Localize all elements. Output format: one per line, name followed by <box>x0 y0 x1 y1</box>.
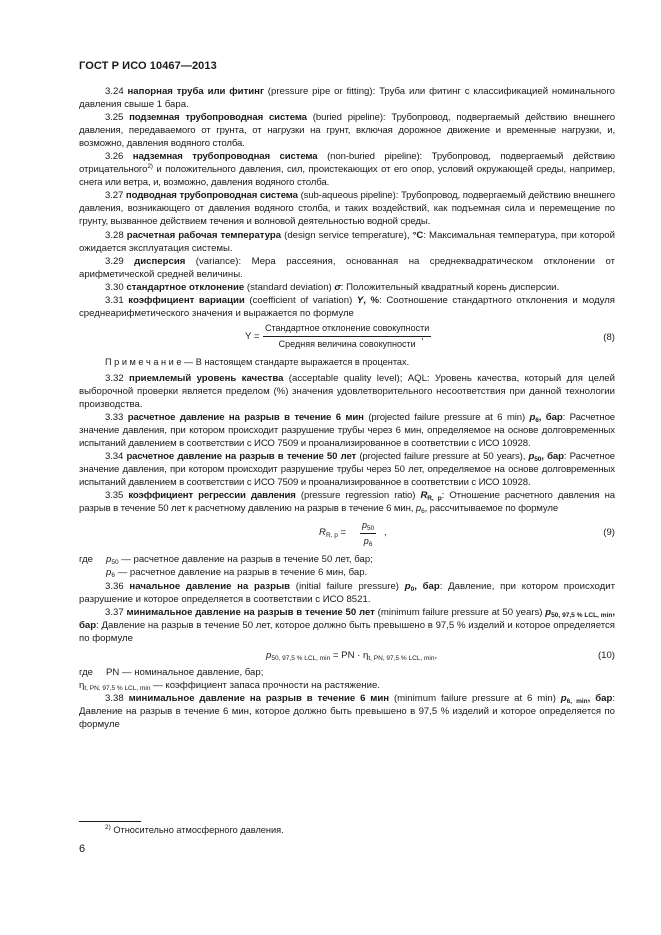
symbol: p <box>106 554 112 566</box>
clause-3-38 <box>79 692 615 731</box>
formula-tail: , <box>421 330 424 342</box>
symbol-subscript: 50 <box>534 456 542 464</box>
definition: (design service temperature), <box>281 229 413 241</box>
equals: = <box>337 527 347 539</box>
symbol-subscript: 6 <box>111 572 115 580</box>
fraction-denominator: Средняя величина совокупности <box>278 338 416 349</box>
term: расчетная рабочая температура <box>126 229 282 241</box>
term: минимальное давление на разрыв в течение 6 мин <box>128 692 390 704</box>
term: дисперсия <box>134 255 186 267</box>
symbol: σ <box>334 281 341 293</box>
definition-cont: : Давление на разрыв в течение 6 мин, которое должно быть превышено в 97,5 % изделий и которое определяется по формуле <box>79 692 615 730</box>
formula-fraction <box>360 519 376 548</box>
unit: , бар <box>587 692 613 704</box>
where-text: — расчетное давление на разрыв в течение 6 мин, бар. <box>114 567 368 579</box>
definition: (pressure pipe or fitting): Труба или фитинг с классификацией номинального давления свыше 1 бара. <box>79 86 615 111</box>
definition-cont: : Расчетное значение давления, при котором происходит разрушение трубы через 6 мин, определяемое на основе долговременных испытаний давлением в соответствии с ИСО 7509 и проанализированное в соответствии с ИСО 10928. <box>79 412 616 450</box>
symbol-subscript: t, PN, 97,5 % LCL, min <box>84 684 151 692</box>
clause-number: 3.30 <box>105 281 124 293</box>
definition-cont: : Отношение расчетного давления на разрыв в течение 50 лет к расчетному давлению на разрыв в течение 6 мин, <box>79 490 616 515</box>
clause-3-25 <box>79 111 615 150</box>
note-text: — В настоящем стандарте выражается в процентах. <box>181 356 410 367</box>
clause-3-28 <box>79 229 615 255</box>
clause-number: 3.29 <box>105 255 124 267</box>
definition-cont: : Давление, при котором происходит разрушение и которое определяется в соответствии с ИСО 8521. <box>79 580 615 605</box>
symbol: R <box>420 490 428 502</box>
symbol: p <box>415 503 422 515</box>
term: начальное давление на разрыв <box>129 580 291 592</box>
symbol: p <box>266 649 272 661</box>
term: стандартное отклонение <box>126 281 245 293</box>
clause-3-26 <box>79 150 615 189</box>
definition: (initial failure pressure) <box>290 580 405 592</box>
clause-number: 3.34 <box>105 451 124 463</box>
symbol: η <box>79 679 85 691</box>
definition-cont: : Соотношение стандартного отклонения и модуля среднеарифметического значения и выражается по формуле <box>79 294 615 319</box>
where-label: где <box>79 554 94 566</box>
definition: (acceptable quality level); AQL: Уровень качества, который для целей выборочной проверки является пределом (%) значения удовлетворительного несоответствия при данной технологии производства. <box>79 372 615 410</box>
symbol-subscript: 6 <box>368 541 373 549</box>
where-row-4 <box>79 679 615 692</box>
formula-lhs <box>319 526 346 539</box>
where-row-1 <box>79 553 615 566</box>
symbol-subscript: 50, 97,5 % LCL, min <box>271 654 331 662</box>
clause-number: 3.33 <box>105 412 124 424</box>
clause-number: 3.32 <box>105 372 124 384</box>
symbol: p <box>362 520 368 531</box>
formula-tail: , <box>384 527 387 539</box>
formula-expression <box>266 649 437 662</box>
definition-cont: : Максимальная температура, при которой ожидается эксплуатация системы. <box>79 229 615 254</box>
symbol-subscript: 50, 97,5 % LCL, min <box>551 611 613 619</box>
formula-tail: , <box>434 649 438 661</box>
symbol: p <box>404 580 411 592</box>
clause-number: 3.37 <box>105 606 124 618</box>
symbol-subscript: 50 <box>111 559 119 567</box>
clause-3-36 <box>79 580 615 606</box>
where-text: PN — номинальное давление, бар; <box>106 666 264 678</box>
definition: (minimum failure pressure at 6 min) <box>389 692 561 704</box>
definition-cont: , рассчитываемое по формуле <box>424 503 559 515</box>
symbol-subscript: 6 <box>535 417 539 425</box>
unit: °C <box>412 229 424 241</box>
fraction-denominator <box>360 534 376 548</box>
clause-3-34 <box>79 450 615 489</box>
formula-number: (10) <box>597 649 615 661</box>
clause-number: 3.24 <box>105 86 124 97</box>
term: коэффициент вариации <box>128 294 245 306</box>
symbol: Y <box>356 294 364 306</box>
formula-rhs: = PN · η <box>330 649 369 661</box>
symbol: p <box>106 567 112 579</box>
symbol-subscript: R, p <box>427 495 442 503</box>
symbol: p <box>560 692 567 704</box>
clause-3-29 <box>79 255 615 281</box>
clause-number: 3.38 <box>105 692 124 704</box>
unit: , бар <box>538 412 563 424</box>
clause-3-37 <box>79 606 615 645</box>
symbol-subscript: 6, min <box>566 697 588 705</box>
definition-cont: : Положительный квадратный корень дисперсии. <box>340 281 560 293</box>
definition-cont: : Расчетное значение давления, при котором происходит разрушение трубы через 50 лет, определяемое на основе долговременных испытаний давлением в соответствии с ИСО 7509 и проанализированное в соответствии с ИСО 10928. <box>79 451 616 489</box>
footnote <box>105 825 284 835</box>
clause-number: 3.27 <box>105 190 124 202</box>
formula-8 <box>79 322 615 352</box>
note-label: П р и м е ч а н и е <box>105 356 182 367</box>
clause-number: 3.35 <box>105 490 124 502</box>
symbol-subscript: 50 <box>367 525 375 533</box>
clause-number: 3.28 <box>105 229 124 241</box>
where-text: — коэффициент запаса прочности на растяжение. <box>150 679 380 691</box>
definition: (projected failure pressure at 6 min) <box>363 412 530 424</box>
term: надземная трубопроводная система <box>132 151 318 163</box>
clause-number: 3.26 <box>105 151 124 163</box>
symbol-subscript: 0 <box>410 585 415 593</box>
symbol: R <box>319 527 326 539</box>
footnote-mark: 2) <box>105 824 111 831</box>
clause-number: 3.31 <box>105 294 124 306</box>
footnote-text: Относительно атмосферного давления. <box>110 825 284 835</box>
symbol-subscript: t, PN, 97,5 % LCL, min <box>368 654 435 662</box>
document-body <box>79 85 615 731</box>
term: расчетное давление на разрыв в течение 50 лет <box>126 451 357 463</box>
symbol-subscript: R, p <box>325 532 338 540</box>
unit: , бар <box>541 451 564 463</box>
formula-lhs: Y = <box>245 330 260 342</box>
symbol: p <box>528 451 535 463</box>
page-number: 6 <box>79 843 86 855</box>
definition: (projected failure pressure at 50 years), <box>356 451 529 463</box>
where-row-3 <box>79 666 615 679</box>
definition: (sub-aqueous pipeline): Трубопровод, подвергаемый действию внешнего давления, возникающего от давления водяного столба, и таких воздействий, как подъемная сила и перемещение по грунту, вызванное действием течения и волновой деятельностью водной среды. <box>79 190 616 228</box>
clause-number: 3.25 <box>105 112 124 124</box>
unit: , % <box>363 294 380 306</box>
symbol: p <box>363 536 369 547</box>
term: приемлемый уровень качества <box>129 372 284 384</box>
term: минимальное давление на разрыв в течение 50 лет <box>126 606 375 618</box>
definition: (buried pipeline): Трубопровод, подвергаемый действию внешнего давления, передаваемого от грунта, от нагрузки на грунт, включая дорожное движение и временные нагрузки, и, возможно, давления водяного столба. <box>79 112 616 150</box>
term: подземная трубопроводная система <box>129 112 307 124</box>
fraction-numerator <box>360 519 376 534</box>
where-label: где <box>79 666 94 678</box>
definition: (pressure regression ratio) <box>295 490 421 502</box>
clause-3-24 <box>79 85 615 111</box>
unit: , бар <box>79 606 616 631</box>
definition: (coefficient of variation) <box>244 294 357 306</box>
footnote-rule <box>79 821 141 822</box>
where-row-2 <box>106 566 615 579</box>
formula-number: (9) <box>603 527 615 539</box>
term: коэффициент регрессии давления <box>128 490 296 502</box>
where-text: — расчетное давление на разрыв в течение 50 лет, бар; <box>118 554 373 566</box>
definition: (standard deviation) <box>244 281 335 293</box>
formula-number: (8) <box>603 331 615 343</box>
definition: (minimum failure pressure at 50 years) <box>374 606 546 618</box>
symbol: p <box>529 412 536 424</box>
clause-3-31 <box>79 294 615 320</box>
definition-cont: : Давление на разрыв в течение 50 лет, которое должно быть превышено в 97,5 % изделий и которое определяется по формуле <box>79 619 615 644</box>
note <box>79 356 615 369</box>
definition: (variance): Мера рассеяния, основанная на среднеквадратическом отклонении от арифметической средней величины. <box>79 255 615 280</box>
formula-fraction <box>263 322 431 351</box>
clause-3-27 <box>79 189 615 228</box>
formula-10 <box>79 647 615 664</box>
document-header: ГОСТ Р ИСО 10467—2013 <box>79 60 217 72</box>
term: напорная труба или фитинг <box>127 86 264 97</box>
clause-3-33 <box>79 411 615 450</box>
fraction-numerator: Стандартное отклонение совокупности <box>263 322 431 337</box>
definition: (non-buried pipeline): Трубопровод, подвергаемый действию отрицательного <box>79 151 616 176</box>
clause-3-30 <box>79 281 615 294</box>
formula-9 <box>79 517 615 549</box>
unit: , бар <box>414 580 440 592</box>
definition-cont: и положительного давления, сил, проистекающих от его опор, условий окружающей среды, например, снега или ветра, и, возможно, давления водяного столба. <box>79 164 615 189</box>
term: подводная трубопроводная система <box>125 190 298 202</box>
symbol: p <box>545 606 552 618</box>
clause-3-35 <box>79 489 615 515</box>
term: расчетное давление на разрыв в течение 6 мин <box>127 412 364 424</box>
clause-number: 3.36 <box>105 580 124 592</box>
clause-3-32 <box>79 372 615 411</box>
symbol-subscript: 6 <box>421 508 425 516</box>
footnote-ref: 2) <box>147 163 153 171</box>
